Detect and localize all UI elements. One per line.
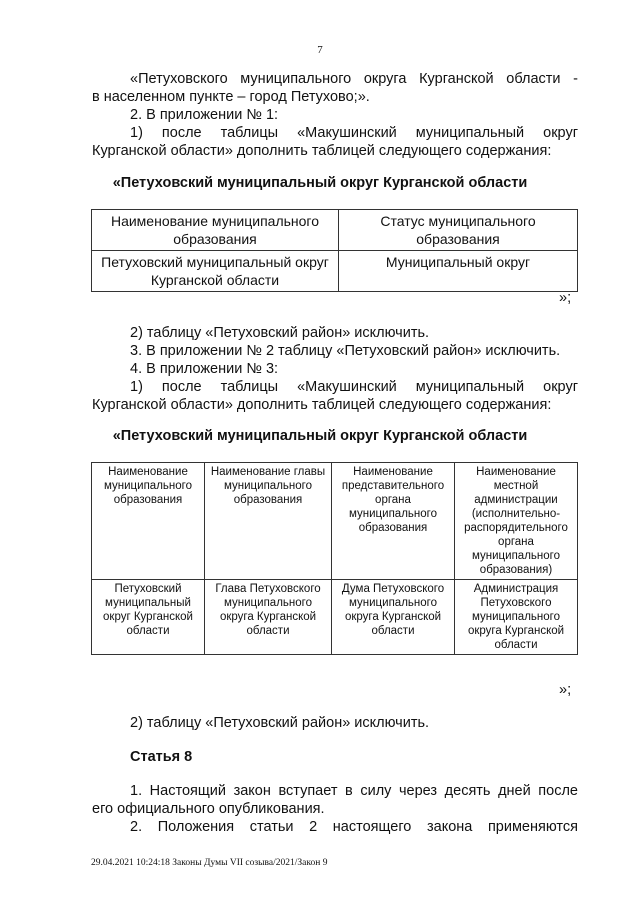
article-title: Статья 8 bbox=[130, 749, 193, 765]
paragraph-line: Курганской области» дополнить таблицей следующего содержания: bbox=[92, 397, 552, 413]
table-row bbox=[92, 210, 578, 251]
paragraph-line: 2. Положения статьи 2 настоящего закона применяются bbox=[130, 819, 578, 835]
paragraph-line: 1. Настоящий закон вступает в силу через десять дней после bbox=[130, 783, 578, 799]
table-header: Наименование главы муниципального образования bbox=[205, 463, 332, 580]
table-header: Наименование представительного органа муниципального образования bbox=[332, 463, 455, 580]
paragraph-line: 1) после таблицы «Макушинский муниципальный округ bbox=[130, 125, 578, 141]
quote-end: »; bbox=[559, 682, 572, 698]
paragraph-line: 2. В приложении № 1: bbox=[130, 107, 279, 123]
paragraph-line: 3. В приложении № 2 таблицу «Петуховский район» исключить. bbox=[130, 343, 561, 359]
table-row bbox=[92, 463, 578, 580]
table-header: Наименование муниципального образования bbox=[92, 463, 205, 580]
table2 bbox=[91, 462, 578, 655]
paragraph-line: его официального опубликования. bbox=[92, 801, 325, 817]
table-header: Статус муниципального образования bbox=[339, 210, 578, 251]
footer: 29.04.2021 10:24:18 Законы Думы VII созыва/2021/Закон 9 bbox=[91, 858, 328, 868]
page-number: 7 bbox=[317, 44, 323, 56]
table-cell: Петуховский муниципальный округ Курганской области bbox=[92, 580, 205, 655]
paragraph-line: «Петуховского муниципального округа Курганской области - bbox=[130, 71, 578, 87]
quote-end: »; bbox=[559, 290, 572, 306]
paragraph-line: 4. В приложении № 3: bbox=[130, 361, 279, 377]
paragraph-line: 2) таблицу «Петуховский район» исключить. bbox=[130, 715, 430, 731]
table-cell: Глава Петуховского муниципального округа Курганской области bbox=[205, 580, 332, 655]
table1-title: «Петуховский муниципальный округ Курганской области bbox=[112, 175, 528, 191]
paragraph-line: Курганской области» дополнить таблицей следующего содержания: bbox=[92, 143, 552, 159]
table-cell: Администрация Петуховского муниципального округа Курганской области bbox=[455, 580, 578, 655]
table-cell: Петуховский муниципальный округ Курганской области bbox=[92, 251, 339, 292]
table-cell: Муниципальный округ bbox=[339, 251, 578, 292]
table-row bbox=[92, 251, 578, 292]
paragraph-line: в населенном пункте – город Петухово;». bbox=[92, 89, 370, 105]
paragraph-line: 1) после таблицы «Макушинский муниципальный округ bbox=[130, 379, 578, 395]
table-header: Наименование муниципального образования bbox=[92, 210, 339, 251]
table2-title: «Петуховский муниципальный округ Курганской области bbox=[112, 428, 528, 444]
table-cell: Дума Петуховского муниципального округа Курганской области bbox=[332, 580, 455, 655]
table-header: Наименование местной администрации (исполнительно-распорядительного органа муниципального образования) bbox=[455, 463, 578, 580]
table1 bbox=[91, 209, 578, 292]
table-row bbox=[92, 580, 578, 655]
paragraph-line: 2) таблицу «Петуховский район» исключить. bbox=[130, 325, 430, 341]
